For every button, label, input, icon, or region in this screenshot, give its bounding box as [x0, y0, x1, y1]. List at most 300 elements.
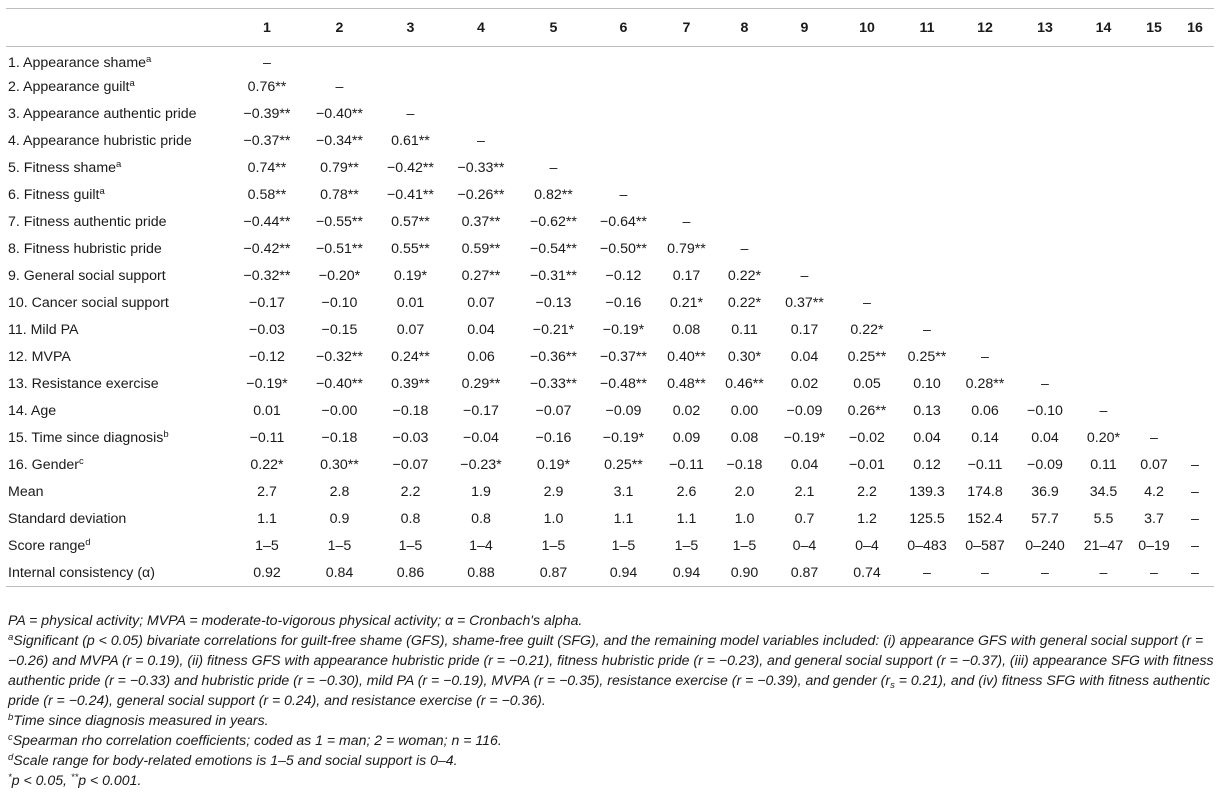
table-cell: 0.04 [790, 349, 819, 365]
table-row [6, 344, 1214, 371]
table-cell: 1.0 [734, 511, 755, 527]
table-cell [1075, 290, 1132, 317]
column-header: 9 [774, 9, 835, 47]
table-cell [1015, 236, 1075, 263]
row-label [6, 452, 232, 479]
table-cell: 0.02 [790, 376, 819, 392]
table-cell: −0.11 [249, 430, 285, 446]
table-cell: 0.87 [774, 560, 835, 587]
table-cell: 34.5 [1089, 484, 1118, 500]
table-cell: – [1191, 484, 1199, 500]
column-header: 15 [1132, 9, 1176, 47]
table-cell [774, 74, 835, 101]
table-cell: 0.37** [461, 214, 501, 230]
row-label [6, 182, 232, 209]
table-cell: 0.29** [461, 376, 501, 392]
table-row [6, 317, 1214, 344]
table-cell [899, 155, 955, 182]
table-footnotes [8, 610, 1214, 790]
table-cell [1075, 182, 1132, 209]
row-label [6, 290, 232, 317]
footnote-b: $^b$Time since diagnosis measured in years. [8, 712, 269, 728]
table-cell: −0.37** [243, 133, 291, 149]
row-label [6, 101, 232, 128]
table-cell: −0.07 [392, 457, 429, 473]
table-cell: 2.1 [794, 484, 815, 500]
table-body [6, 47, 1214, 587]
header-row [6, 9, 1214, 47]
table-cell: 2.0 [734, 484, 755, 500]
table-cell: 0.07 [1140, 457, 1168, 473]
table-cell [835, 101, 899, 128]
table-cell: −0.09 [786, 403, 823, 419]
row-label-text: 16. Gender [8, 457, 79, 473]
table-cell [1176, 263, 1214, 290]
table-cell: 0.09 [672, 430, 701, 446]
table-cell: 1.1 [257, 511, 277, 527]
table-cell [835, 236, 899, 263]
table-row [6, 74, 1214, 101]
table-cell [899, 74, 955, 101]
table-cell: – [863, 295, 871, 311]
table-cell: −0.37** [600, 349, 647, 365]
table-cell: 139.3 [909, 484, 945, 500]
row-label [6, 155, 232, 182]
table-cell [899, 263, 955, 290]
table-cell [955, 101, 1015, 128]
table-cell [899, 128, 955, 155]
table-cell [955, 182, 1015, 209]
table-cell: – [981, 349, 989, 365]
table-cell: 0.79** [667, 241, 706, 257]
table-cell: 4.2 [1144, 484, 1164, 500]
table-cell: 0.92 [232, 560, 302, 587]
table-cell [518, 74, 589, 101]
table-cell: −0.54** [530, 241, 577, 257]
table-cell [377, 47, 444, 74]
table-cell: 2.9 [543, 484, 564, 500]
table-cell: 0.04 [913, 430, 941, 446]
table-cell: 0.88 [444, 560, 518, 587]
table-cell [1132, 317, 1176, 344]
table-cell: −0.32** [243, 268, 291, 284]
table-cell [1176, 101, 1214, 128]
table-cell: 125.5 [909, 511, 945, 527]
table-cell: −0.19* [783, 430, 826, 446]
table-cell [658, 182, 715, 209]
table-cell: 1.1 [613, 511, 634, 527]
table-cell: 0.20* [1086, 430, 1121, 446]
table-cell [589, 101, 658, 128]
table-cell: 0.30** [320, 457, 359, 473]
column-header: 1 [232, 9, 302, 47]
row-label-text: Internal consistency (α) [8, 564, 155, 581]
table-cell: – [1191, 511, 1199, 527]
table-header [6, 9, 1214, 47]
table-cell: 0.79** [320, 160, 359, 176]
table-cell [955, 128, 1015, 155]
table-cell: 0–587 [965, 538, 1005, 554]
column-header: 7 [658, 9, 715, 47]
table-cell [1176, 344, 1214, 371]
table-cell: 0.25** [847, 349, 887, 365]
table-cell: 0.22* [727, 268, 762, 284]
table-cell [835, 47, 899, 74]
table-cell: 1.9 [471, 484, 491, 500]
table-cell: −0.09 [1027, 457, 1063, 473]
table-cell: 0.82** [534, 187, 573, 203]
table-cell [899, 209, 955, 236]
table-cell: −0.11 [967, 457, 1003, 473]
footnote-marker: c [79, 456, 84, 467]
table-cell [1132, 371, 1176, 398]
table-cell: 0.00 [730, 403, 759, 419]
table-cell: 0.17 [790, 322, 819, 338]
table-cell [518, 47, 589, 74]
table-cell: 0.59** [461, 241, 501, 257]
table-cell: 0.7 [794, 511, 815, 527]
table-cell [1075, 128, 1132, 155]
table-cell: −0.33** [530, 376, 577, 392]
table-row [6, 182, 1214, 209]
table-cell: 1–5 [732, 538, 757, 554]
table-cell: −0.18 [321, 430, 358, 446]
table-cell: 0.21* [669, 295, 704, 311]
table-cell [302, 47, 377, 74]
column-header: 16 [1176, 9, 1214, 47]
table-cell [377, 74, 444, 101]
table-row [6, 506, 1214, 533]
column-header: 6 [589, 9, 658, 47]
table-row [6, 425, 1214, 452]
table-row [6, 236, 1214, 263]
table-cell [444, 101, 518, 128]
column-header: 4 [444, 9, 518, 47]
table-cell: −0.55** [316, 214, 363, 230]
table-cell: −0.44** [243, 214, 291, 230]
table-row [6, 290, 1214, 317]
table-cell: 0.08 [672, 322, 701, 338]
table-cell: −0.15 [321, 322, 358, 338]
table-cell: 0.8 [400, 511, 421, 527]
table-cell [715, 74, 774, 101]
table-cell: – [619, 187, 628, 203]
footnote-c: $^c$Spearman rho correlation coefficients; coded as 1 = man; 2 = woman; n = 116. [8, 732, 502, 748]
table-cell: −0.51** [316, 241, 363, 257]
row-label-text: 11. Mild PA [8, 322, 79, 338]
table-cell [1015, 263, 1075, 290]
table-cell [444, 47, 518, 74]
table-cell: – [682, 214, 691, 230]
row-label [6, 128, 232, 155]
row-label [6, 317, 232, 344]
table-cell: – [1132, 560, 1176, 587]
table-cell [658, 155, 715, 182]
table-cell [1015, 209, 1075, 236]
table-cell: 0.9 [329, 511, 350, 527]
table-cell [1176, 398, 1214, 425]
table-row [6, 263, 1214, 290]
table-row [6, 371, 1214, 398]
table-cell: −0.03 [392, 430, 429, 446]
table-cell [899, 47, 955, 74]
table-cell: 3.1 [613, 484, 634, 500]
table-cell [1132, 263, 1176, 290]
table-cell: 57.7 [1031, 511, 1059, 527]
table-cell: 0.01 [396, 295, 425, 311]
row-label-text: 8. Fitness hubristic pride [8, 241, 162, 257]
table-cell [1075, 263, 1132, 290]
table-cell [1075, 371, 1132, 398]
table-cell: 0.74** [247, 160, 287, 176]
table-cell [1075, 101, 1132, 128]
table-cell: 0.05 [853, 376, 881, 392]
table-cell [774, 236, 835, 263]
table-cell [1132, 398, 1176, 425]
row-label [6, 47, 232, 74]
table-cell [955, 236, 1015, 263]
table-cell: – [335, 79, 344, 95]
table-cell: 0.74 [835, 560, 899, 587]
table-cell [835, 128, 899, 155]
column-header: 13 [1015, 9, 1075, 47]
table-cell [774, 47, 835, 74]
table-cell [1132, 74, 1176, 101]
table-cell: 2.7 [257, 484, 277, 500]
table-cell: −0.40** [316, 106, 363, 122]
header-label-cell [6, 9, 232, 47]
table-cell [658, 101, 715, 128]
column-header: 10 [835, 9, 899, 47]
table-cell: 0.04 [1031, 430, 1059, 446]
table-cell: 0.76** [247, 79, 287, 95]
row-label [6, 263, 232, 290]
table-cell: – [1075, 560, 1132, 587]
table-cell: 0.19* [393, 268, 428, 284]
table-cell [955, 74, 1015, 101]
table-cell [1075, 344, 1132, 371]
table-cell [1132, 128, 1176, 155]
table-cell: 5.5 [1093, 511, 1114, 527]
table-cell [715, 101, 774, 128]
table-cell: 0.11 [731, 322, 758, 338]
table-row [6, 155, 1214, 182]
table-cell: −0.39** [243, 106, 291, 122]
table-row [6, 533, 1214, 560]
table-cell: 0.08 [730, 430, 759, 446]
table-cell: – [740, 241, 749, 257]
table-cell [589, 74, 658, 101]
table-cell: 2.2 [857, 484, 877, 500]
table-cell: – [1176, 560, 1214, 587]
table-cell: 0.07 [467, 295, 495, 311]
table-cell [899, 290, 955, 317]
table-cell: – [406, 106, 415, 122]
table-cell: 0.27** [461, 268, 501, 284]
table-cell: 0.94 [658, 560, 715, 587]
table-cell: – [1041, 376, 1049, 392]
table-cell [1015, 182, 1075, 209]
table-cell [1176, 290, 1214, 317]
table-cell: −0.62** [530, 214, 577, 230]
table-cell [1015, 317, 1075, 344]
table-cell: 1–5 [541, 538, 566, 554]
table-cell [1015, 155, 1075, 182]
row-label-text: 2. Appearance guilt [8, 79, 130, 95]
footnote-marker: b [163, 429, 169, 440]
row-label-text: 12. MVPA [8, 349, 71, 365]
table-cell [1176, 182, 1214, 209]
table-cell [1075, 155, 1132, 182]
table-row [6, 479, 1214, 506]
row-label-text: 5. Fitness shame [8, 160, 117, 176]
row-label-text: Standard deviation [8, 511, 127, 527]
table-cell: – [549, 160, 558, 176]
table-cell [1176, 209, 1214, 236]
table-cell [774, 182, 835, 209]
row-label-text: 1. Appearance shame [8, 55, 147, 72]
table-cell [835, 263, 899, 290]
table-cell: −0.18 [392, 403, 429, 419]
row-label-text: 14. Age [8, 403, 57, 419]
table-cell: −0.41** [387, 187, 434, 203]
table-cell: 1–4 [469, 538, 493, 554]
table-cell: −0.12 [605, 268, 642, 284]
table-cell: 0.24** [391, 349, 430, 365]
table-cell: −0.18 [726, 457, 763, 473]
table-cell [1075, 47, 1132, 74]
table-cell [955, 155, 1015, 182]
row-label-text: Mean [8, 484, 44, 500]
table-cell [1132, 344, 1176, 371]
table-cell: 0.37** [785, 295, 824, 311]
row-label [6, 533, 232, 560]
table-cell: −0.01 [849, 457, 885, 473]
column-header: 2 [302, 9, 377, 47]
table-cell: −0.16 [535, 430, 572, 446]
table-cell [1132, 209, 1176, 236]
table-row [6, 560, 1214, 587]
table-cell: 0.86 [377, 560, 444, 587]
row-label [6, 398, 232, 425]
table-cell: −0.23* [460, 457, 502, 473]
table-cell [1015, 344, 1075, 371]
table-row [6, 101, 1214, 128]
table-cell: – [1150, 430, 1158, 446]
table-cell [518, 101, 589, 128]
table-cell: 0–19 [1138, 538, 1170, 554]
table-cell: −0.33** [457, 160, 505, 176]
table-cell [899, 236, 955, 263]
table-cell: −0.42** [243, 241, 291, 257]
table-cell: 0.13 [913, 403, 941, 419]
table-cell [1132, 290, 1176, 317]
table-cell: 0.90 [715, 560, 774, 587]
table-cell: 0.25** [604, 457, 643, 473]
table-cell: −0.00 [321, 403, 358, 419]
row-label [6, 479, 232, 506]
footnote-marker: a [129, 78, 135, 89]
column-header: 11 [899, 9, 955, 47]
table-cell: −0.19* [602, 430, 645, 446]
table-cell: 0.11 [1090, 457, 1117, 473]
table-cell: – [899, 560, 955, 587]
table-cell: 0.78** [320, 187, 359, 203]
table-cell [658, 47, 715, 74]
row-label [6, 344, 232, 371]
table-row [6, 128, 1214, 155]
table-cell: −0.19* [602, 322, 645, 338]
table-cell [715, 209, 774, 236]
table-cell [1015, 128, 1075, 155]
table-cell [774, 155, 835, 182]
table-cell: 0–240 [1025, 538, 1065, 554]
table-cell: 0.04 [467, 322, 495, 338]
table-cell: 1–5 [255, 538, 279, 554]
table-cell: −0.12 [249, 349, 285, 365]
table-cell: – [263, 55, 271, 72]
table-cell [899, 182, 955, 209]
correlation-table [6, 8, 1214, 587]
table-cell [1075, 74, 1132, 101]
table-cell [1176, 47, 1214, 74]
footnote-marker: a [116, 159, 122, 170]
table-cell: 0.04 [790, 457, 819, 473]
table-cell: – [1015, 560, 1075, 587]
table-cell: 0.01 [253, 403, 281, 419]
table-row [6, 209, 1214, 236]
table-cell [715, 128, 774, 155]
footnote-significance: *p < 0.05, **p < 0.001. [8, 772, 142, 788]
table-cell: 0–483 [907, 538, 947, 554]
table-cell: −0.50** [600, 241, 647, 257]
row-label-text: 7. Fitness authentic pride [8, 214, 167, 230]
table-cell: 1.2 [857, 511, 877, 527]
table-cell: 0.87 [518, 560, 589, 587]
table-cell [715, 155, 774, 182]
table-cell: −0.40** [316, 376, 363, 392]
table-cell: −0.17 [249, 295, 285, 311]
table-cell: 0.06 [467, 349, 495, 365]
table-cell: 1.1 [676, 511, 697, 527]
table-cell [1176, 155, 1214, 182]
table-cell [1132, 236, 1176, 263]
row-label-text: 4. Appearance hubristic pride [8, 133, 192, 149]
table-cell: 0.57** [391, 214, 430, 230]
table-cell: 0.58** [247, 187, 287, 203]
row-label-text: 10. Cancer social support [8, 295, 169, 311]
table-cell: 0.28** [965, 376, 1005, 392]
table-cell [1132, 155, 1176, 182]
footnote-marker: d [85, 537, 91, 548]
table-cell: −0.07 [535, 403, 572, 419]
table-cell [715, 182, 774, 209]
table-cell: −0.02 [849, 430, 885, 446]
table-cell: −0.09 [605, 403, 642, 419]
table-cell [955, 290, 1015, 317]
table-cell: 0.8 [471, 511, 491, 527]
table-cell: – [923, 322, 931, 338]
table-row [6, 398, 1214, 425]
table-row [6, 47, 1214, 74]
column-header: 5 [518, 9, 589, 47]
table-cell [835, 74, 899, 101]
row-label-text: 13. Resistance exercise [8, 376, 159, 392]
table-cell [955, 47, 1015, 74]
table-cell [589, 47, 658, 74]
table-cell: 0.61** [391, 133, 430, 149]
table-cell: 3.7 [1144, 511, 1164, 527]
